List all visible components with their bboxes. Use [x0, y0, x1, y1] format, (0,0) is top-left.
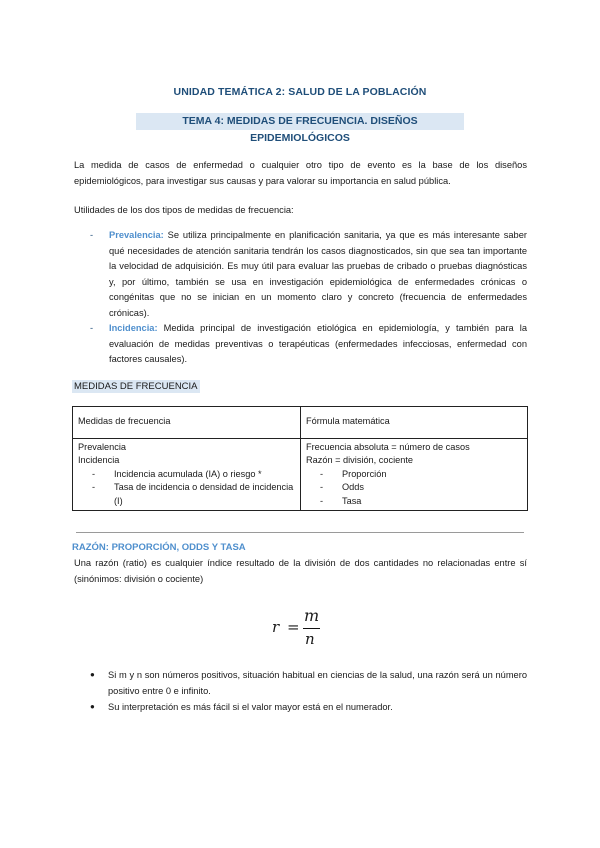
cell-subitem [78, 481, 295, 508]
subitem-text: Tasa de incidencia o densidad de incidencia (I) [114, 482, 294, 506]
cell-subitem [306, 481, 522, 494]
list-item [90, 699, 527, 715]
list-item-incidencia [90, 321, 527, 368]
bullet-text: Si m y n son números positivos, situación habitual en ciencias de la salud, una razón será un número positivo entre 0 e infinito. [108, 670, 527, 696]
table-header-row [73, 407, 528, 439]
formula-numerator: m [304, 606, 320, 625]
intro-paragraph: La medida de casos de enfermedad o cualquier otro tipo de evento es la base de los diseños epidemiológicos, para investigar sus causas y para valorar su importancia en salud pública. [74, 160, 527, 186]
bullet-dot-icon: ● [90, 702, 95, 711]
formula-lhs: r [272, 618, 280, 636]
medidas-section-heading: MEDIDAS DE FRECUENCIA [74, 381, 198, 392]
cell-line: Incidencia [78, 455, 120, 466]
table-row [73, 439, 528, 511]
razon-section-heading: RAZÓN: PROPORCIÓN, ODDS Y TASA [72, 542, 246, 553]
table-cell-measures [73, 439, 301, 511]
dash-marker: - [90, 230, 94, 240]
dash-marker: - [90, 323, 94, 333]
unit-title: UNIDAD TEMÁTICA 2: SALUD DE LA POBLACIÓN [173, 86, 427, 98]
formula-denominator: n [305, 630, 315, 648]
table-header-cell: Fórmula matemática [301, 407, 528, 439]
cell-line: Razón = división, cociente [306, 455, 413, 466]
cell-line: Frecuencia absoluta = número de casos [306, 442, 470, 452]
cell-line: Prevalencia [78, 442, 127, 452]
incidencia-text: Medida principal de investigación etiológica en epidemiología, y también para la evaluación de medidas preventivas o terapéuticas (enfermedades infecciosas, enfermedad con factores causales). [109, 323, 527, 364]
table-header-cell: Medidas de frecuencia [73, 407, 301, 439]
bullet-text: Su interpretación es más fácil si el valor mayor está en el numerador. [108, 702, 393, 712]
subitem-text: Incidencia acumulada (IA) o riesgo * [114, 468, 262, 479]
dash-marker: - [320, 468, 324, 479]
prevalencia-text: Se utiliza principalmente en planificación sanitaria, ya que es más interesante saber qué necesidades de atención sanitaria tendrán los casos diagnosticados, sin que sea tan importante la velocidad de adquisición. Es muy útil para evaluar las pruebas de cribado o pruebas diagnósticas y, por último, también se usa en investigación epidemiológica de enfermedades crónicas o congénitas que no se inician en un momento claro y concreto (frecuencia de enfermedades crónicas). [109, 230, 527, 318]
horizontal-divider [76, 532, 524, 533]
list-item-prevalencia [90, 228, 527, 321]
frequency-table [72, 406, 528, 511]
cell-subitem [306, 495, 522, 508]
term-prevalencia: Prevalencia: [109, 230, 164, 240]
cell-subitem [78, 468, 295, 481]
dash-marker: - [92, 468, 96, 479]
topic-title: TEMA 4: MEDIDAS DE FRECUENCIA. DISEÑOS EPIDEMIOLÓGICOS [136, 113, 464, 130]
subitem-text: Odds [342, 482, 364, 493]
bullet-dot-icon: ● [90, 670, 95, 679]
ratio-formula [272, 608, 332, 648]
utilidades-heading: Utilidades de los dos tipos de medidas de frecuencia: [74, 205, 294, 215]
dash-marker: - [92, 482, 96, 493]
dash-marker: - [320, 495, 324, 506]
subitem-text: Proporción [342, 468, 387, 479]
razon-definition: Una razón (ratio) es cualquier índice resultado de la división de dos cantidades no relacionadas entre sí (sinónimos: división o cociente) [74, 558, 527, 584]
table-cell-formulas [301, 439, 528, 511]
utilidades-list [90, 228, 527, 368]
term-incidencia: Incidencia: [109, 323, 158, 333]
list-item [90, 667, 527, 699]
razon-bullets [90, 667, 527, 715]
subitem-text: Tasa [342, 495, 362, 506]
cell-subitem [306, 468, 522, 481]
formula-equals: = [287, 618, 300, 636]
dash-marker: - [320, 482, 324, 493]
fraction-bar [303, 628, 320, 629]
